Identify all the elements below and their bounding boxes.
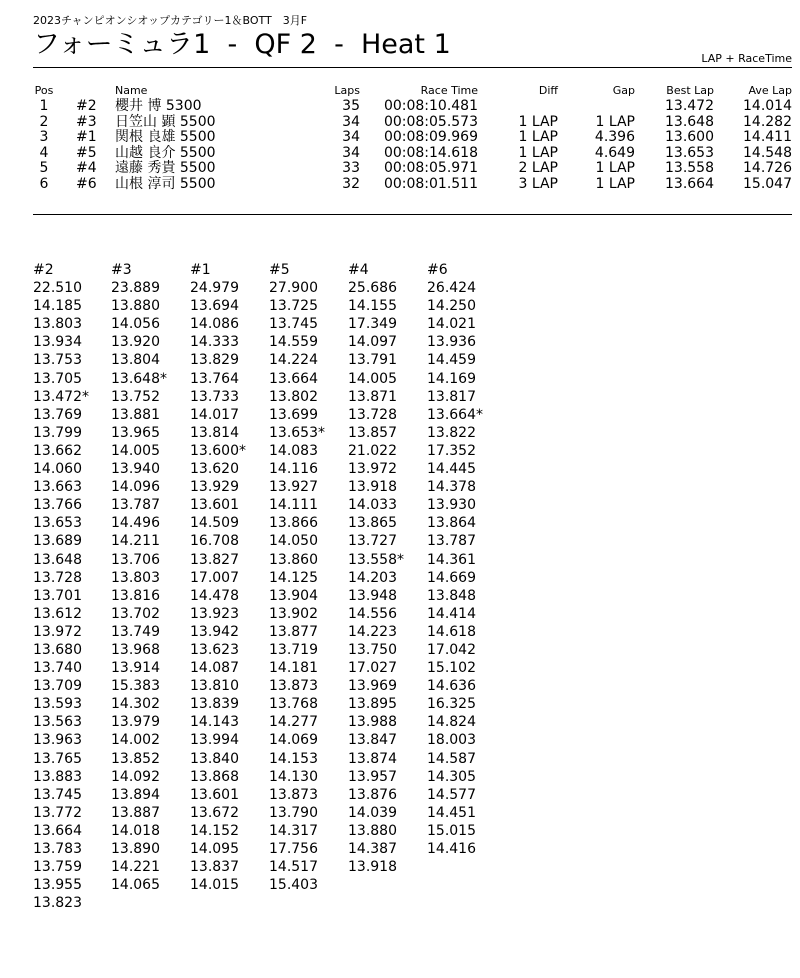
lap-time: 13.940 [111,461,160,478]
cell-pos: 6 [39,175,49,192]
cell-pos: 4 [39,144,49,161]
cell-race-time: 00:08:05.573 [383,113,478,130]
lap-time: 14.302 [111,696,160,713]
lap-time: 14.095 [190,841,239,857]
lap-time: 13.877 [269,623,318,640]
lap-time: 14.509 [190,515,239,532]
lap-time: 13.662 [33,442,82,459]
lap-time: 15.403 [269,877,318,894]
cell-pos: 5 [39,160,49,176]
lap-time: 14.116 [269,461,318,478]
lap-time: 13.799 [33,424,82,441]
lap-time: 13.593 [33,696,82,713]
cell-pos: 3 [39,129,49,145]
lap-time: 13.728 [33,569,82,586]
lap-time: 13.745 [33,786,82,803]
lap-time: 13.740 [33,660,82,677]
col-laps-header: Laps [334,84,360,97]
lap-time: 13.803 [33,316,82,333]
lap-time: 14.414 [427,605,476,622]
cell-pos: 1 [39,98,49,114]
lap-time: 13.817 [427,388,476,405]
lap-time: 13.689 [33,533,82,550]
lap-time: 14.478 [190,587,239,604]
lap-time: 13.752 [111,388,160,405]
lap-time: 13.706 [111,551,160,568]
lap-time: 13.612 [33,605,82,622]
cell-laps: 33 [342,160,360,176]
cell-laps: 34 [342,144,360,161]
lap-time: 13.769 [33,406,82,423]
lap-time: 14.636 [427,678,476,695]
lap-time: 14.305 [427,768,476,785]
lap-time: 13.918 [348,479,397,496]
lap-time: 13.694 [190,298,239,315]
lap-time: 13.664 [269,370,318,387]
lap-time: 14.618 [427,623,476,640]
lap-time: 14.021 [427,316,476,333]
lap-time: 14.111 [269,497,318,514]
lap-time: 17.352 [427,442,476,459]
lap-time: 13.814 [190,424,239,441]
lap-time: 13.804 [111,352,160,369]
cell-best-lap: 13.664 [665,175,714,192]
lap-column [427,261,505,858]
cell-name: 関根 良雄 5500 [115,129,216,145]
lap-time: 13.653* [269,424,325,441]
lap-time: 14.056 [111,316,160,333]
lap-time: 13.764 [190,370,239,387]
cell-best-lap: 13.653 [665,144,714,161]
cell-race-time: 00:08:01.511 [383,175,478,192]
cell-laps: 32 [342,175,360,192]
cell-gap: 1 LAP [595,113,635,130]
cell-laps: 34 [342,129,360,145]
lap-time: 14.203 [348,569,397,586]
cell-name: 櫻井 博 5300 [115,98,202,114]
lap-time: 14.096 [111,479,160,496]
lap-time: 16.325 [427,696,476,713]
cell-laps: 34 [342,113,360,130]
lap-time: 14.559 [269,334,318,351]
lap-time: 13.709 [33,678,82,695]
lap-time: 13.942 [190,623,239,640]
lap-time: 13.648* [111,370,167,387]
cell-num: #1 [76,129,97,145]
lap-time: 13.902 [269,605,318,622]
lap-time: 13.620 [190,461,239,478]
cell-num: #6 [76,175,97,192]
lap-column-header: #2 [33,262,54,278]
table-row [0,130,800,146]
lap-time: 13.759 [33,859,82,876]
lap-time: 13.623 [190,641,239,658]
lap-time: 14.378 [427,479,476,496]
lap-time: 13.968 [111,641,160,658]
cell-diff: 1 LAP [518,144,558,161]
lap-time: 13.857 [348,424,397,441]
lap-time: 13.874 [348,750,397,767]
lap-time: 13.837 [190,859,239,876]
lap-time: 13.563 [33,714,82,731]
cell-gap: 4.649 [594,144,635,161]
table-row [0,115,800,131]
lap-time: 13.866 [269,515,318,532]
lap-time: 13.829 [190,352,239,369]
lap-time: 13.881 [111,406,160,423]
cell-gap: 1 LAP [595,160,635,176]
cell-gap: 4.396 [594,129,635,145]
lap-time: 25.686 [348,280,397,297]
lap-time: 14.333 [190,334,239,351]
lap-time: 13.787 [427,533,476,550]
lap-column [269,261,347,894]
lap-time: 13.705 [33,370,82,387]
lap-time: 14.039 [348,804,397,821]
cell-race-time: 00:08:10.481 [383,98,478,114]
lap-time: 14.224 [269,352,318,369]
lap-time: 14.445 [427,461,476,478]
lap-time: 13.887 [111,804,160,821]
lap-time: 13.929 [190,479,239,496]
lap-time: 13.873 [269,786,318,803]
col-name-header: Name [115,84,148,97]
lap-time: 14.416 [427,841,476,857]
lap-time: 13.753 [33,352,82,369]
lap-time: 13.994 [190,732,239,749]
cell-ave-lap: 15.047 [743,175,792,192]
lap-time: 13.972 [33,623,82,640]
lap-time: 14.517 [269,859,318,876]
lap-column [33,261,111,912]
lap-time: 13.839 [190,696,239,713]
lap-column [111,261,189,894]
lap-column [190,261,268,894]
lap-time: 13.864 [427,515,476,532]
lap-time: 13.653 [33,515,82,532]
lap-time: 13.895 [348,696,397,713]
lap-time: 14.015 [190,877,239,894]
lap-time: 14.824 [427,714,476,731]
lap-time: 13.772 [33,804,82,821]
results-table [0,84,800,192]
lap-time: 13.600* [190,442,246,459]
lap-time: 14.018 [111,822,160,839]
lap-time: 14.459 [427,352,476,369]
lap-time: 13.847 [348,732,397,749]
lap-time: 13.923 [190,605,239,622]
report-mode-label: LAP + RaceTime [701,52,792,65]
lap-time: 13.766 [33,497,82,514]
lap-column-header: #4 [348,262,369,278]
cell-race-time: 00:08:14.618 [383,144,478,161]
lap-time: 13.868 [190,768,239,785]
lap-time: 24.979 [190,280,239,297]
lap-time: 13.601 [190,497,239,514]
lap-time: 13.680 [33,641,82,658]
results-bottom-rule [33,214,792,215]
lap-time: 13.822 [427,424,476,441]
results-header-row [0,84,800,99]
cell-name: 日笠山 顕 5500 [115,113,216,130]
cell-best-lap: 13.472 [665,98,714,114]
lap-time: 13.860 [269,551,318,568]
lap-time: 13.765 [33,750,82,767]
cell-diff: 1 LAP [518,113,558,130]
lap-time: 14.152 [190,822,239,839]
lap-time: 26.424 [427,280,476,297]
lap-column-header: #5 [269,262,290,278]
lap-time: 13.848 [427,587,476,604]
cell-race-time: 00:08:09.969 [383,129,478,145]
lap-time: 14.317 [269,822,318,839]
cell-best-lap: 13.558 [665,160,714,176]
lap-time: 14.587 [427,750,476,767]
lap-time: 13.936 [427,334,476,351]
cell-laps: 35 [342,98,360,114]
lap-time: 14.211 [111,533,160,550]
cell-name: 山越 良介 5500 [115,144,216,161]
lap-time: 13.725 [269,298,318,315]
table-row [0,146,800,162]
lap-time: 13.904 [269,587,318,604]
lap-time: 13.927 [269,479,318,496]
lap-time: 14.577 [427,786,476,803]
lap-time: 14.669 [427,569,476,586]
lap-column [348,261,426,876]
lap-time: 13.979 [111,714,160,731]
lap-time: 16.708 [190,533,239,550]
lap-time: 13.920 [111,334,160,351]
lap-time: 17.349 [348,316,397,333]
lap-time: 13.601 [190,786,239,803]
lap-time: 13.791 [348,352,397,369]
col-race-time-header: Race Time [420,84,478,97]
lap-time: 13.883 [33,768,82,785]
lap-time: 13.663 [33,479,82,496]
lap-time: 13.648 [33,551,82,568]
lap-time: 13.803 [111,569,160,586]
lap-time: 13.894 [111,786,160,803]
lap-time: 14.005 [111,442,160,459]
lap-time: 13.749 [111,623,160,640]
lap-time: 13.816 [111,587,160,604]
lap-time: 22.510 [33,280,82,297]
lap-time: 15.015 [427,822,476,839]
lap-time: 17.027 [348,660,397,677]
lap-time: 13.914 [111,660,160,677]
lap-time: 13.880 [111,298,160,315]
lap-time: 14.181 [269,660,318,677]
lap-time: 14.387 [348,841,397,857]
lap-time: 13.664 [33,822,82,839]
lap-time: 13.955 [33,877,82,894]
lap-time: 14.556 [348,605,397,622]
lap-time: 13.733 [190,388,239,405]
lap-time: 13.802 [269,388,318,405]
lap-time: 13.988 [348,714,397,731]
lap-time: 13.701 [33,587,82,604]
lap-time: 14.185 [33,298,82,315]
lap-time: 14.451 [427,804,476,821]
event-subtitle: 2023チャンピオンシオップカテゴリー1＆BOTT 3月F [33,14,308,27]
lap-time: 13.871 [348,388,397,405]
table-row [0,99,800,115]
lap-time: 27.900 [269,280,318,297]
lap-time: 14.153 [269,750,318,767]
lap-time: 14.033 [348,497,397,514]
lap-time: 14.221 [111,859,160,876]
lap-time: 13.823 [33,895,82,912]
lap-time: 13.873 [269,678,318,695]
lap-time: 13.876 [348,786,397,803]
lap-time: 13.727 [348,533,397,550]
cell-race-time: 00:08:05.971 [383,160,478,176]
cell-ave-lap: 14.014 [743,98,792,114]
lap-time: 13.969 [348,678,397,695]
lap-time: 14.083 [269,442,318,459]
lap-time: 14.130 [269,768,318,785]
lap-time: 13.852 [111,750,160,767]
col-best-lap-header: Best Lap [666,84,714,97]
cell-name: 山根 淳司 5500 [115,175,216,192]
title-underline [33,67,792,68]
lap-time: 13.672 [190,804,239,821]
lap-time: 15.102 [427,660,476,677]
table-row [0,161,800,177]
lap-time: 13.768 [269,696,318,713]
lap-column-header: #6 [427,262,448,278]
lap-time: 14.069 [269,732,318,749]
cell-num: #4 [76,160,97,176]
cell-num: #2 [76,98,97,114]
lap-time: 13.918 [348,859,397,876]
lap-time: 14.143 [190,714,239,731]
lap-time: 13.965 [111,424,160,441]
lap-time: 14.005 [348,370,397,387]
lap-time: 14.065 [111,877,160,894]
cell-diff: 2 LAP [518,160,558,176]
cell-gap: 1 LAP [595,175,635,192]
cell-ave-lap: 14.411 [743,129,792,145]
lap-time: 13.728 [348,406,397,423]
lap-time: 13.963 [33,732,82,749]
lap-time: 14.496 [111,515,160,532]
cell-ave-lap: 14.548 [743,144,792,161]
lap-time: 13.790 [269,804,318,821]
cell-pos: 2 [39,113,49,130]
lap-time: 17.042 [427,641,476,658]
lap-time: 14.169 [427,370,476,387]
lap-time: 14.223 [348,623,397,640]
lap-time: 13.840 [190,750,239,767]
lap-time: 14.361 [427,551,476,568]
cell-num: #5 [76,144,97,161]
col-ave-lap-header: Ave Lap [748,84,792,97]
lap-column-header: #1 [190,262,211,278]
lap-time: 14.086 [190,316,239,333]
lap-time: 13.745 [269,316,318,333]
lap-time: 14.097 [348,334,397,351]
lap-time: 13.827 [190,551,239,568]
lap-time: 13.472* [33,388,89,405]
lap-time: 21.022 [348,442,397,459]
lap-time: 13.719 [269,641,318,658]
cell-diff: 3 LAP [518,175,558,192]
lap-time: 14.002 [111,732,160,749]
lap-time: 13.934 [33,334,82,351]
lap-time: 13.664* [427,406,483,423]
lap-time: 14.087 [190,660,239,677]
lap-time: 14.125 [269,569,318,586]
table-row [0,177,800,193]
col-gap-header: Gap [612,84,635,97]
lap-column-header: #3 [111,262,132,278]
lap-time: 13.750 [348,641,397,658]
lap-time: 13.783 [33,841,82,857]
lap-time: 14.050 [269,533,318,550]
lap-time: 13.957 [348,768,397,785]
results-body [0,99,800,192]
lap-time: 13.880 [348,822,397,839]
lap-time: 13.972 [348,461,397,478]
lap-time: 13.702 [111,605,160,622]
col-diff-header: Diff [538,84,558,97]
lap-time: 15.383 [111,678,160,695]
lap-time: 14.277 [269,714,318,731]
lap-time: 13.699 [269,406,318,423]
cell-num: #3 [76,113,97,130]
cell-best-lap: 13.600 [665,129,714,145]
lap-time: 14.060 [33,461,82,478]
lap-time: 14.250 [427,298,476,315]
lap-time: 13.558* [348,551,404,568]
page-title: フォーミュラ1 - QF 2 - Heat 1 [33,29,451,60]
lap-time: 13.865 [348,515,397,532]
cell-name: 遠藤 秀貴 5500 [115,160,216,176]
lap-time: 14.017 [190,406,239,423]
lap-time: 13.948 [348,587,397,604]
lap-time: 13.930 [427,497,476,514]
lap-time: 17.756 [269,841,318,857]
lap-time: 13.810 [190,678,239,695]
cell-diff: 1 LAP [518,129,558,145]
cell-ave-lap: 14.726 [743,160,792,176]
lap-time: 17.007 [190,569,239,586]
lap-time: 13.890 [111,841,160,857]
lap-time: 14.155 [348,298,397,315]
cell-ave-lap: 14.282 [743,113,792,130]
lap-time: 14.092 [111,768,160,785]
lap-time: 23.889 [111,280,160,297]
lap-time: 18.003 [427,732,476,749]
col-pos-header: Pos [34,84,54,97]
lap-time: 13.787 [111,497,160,514]
cell-best-lap: 13.648 [665,113,714,130]
